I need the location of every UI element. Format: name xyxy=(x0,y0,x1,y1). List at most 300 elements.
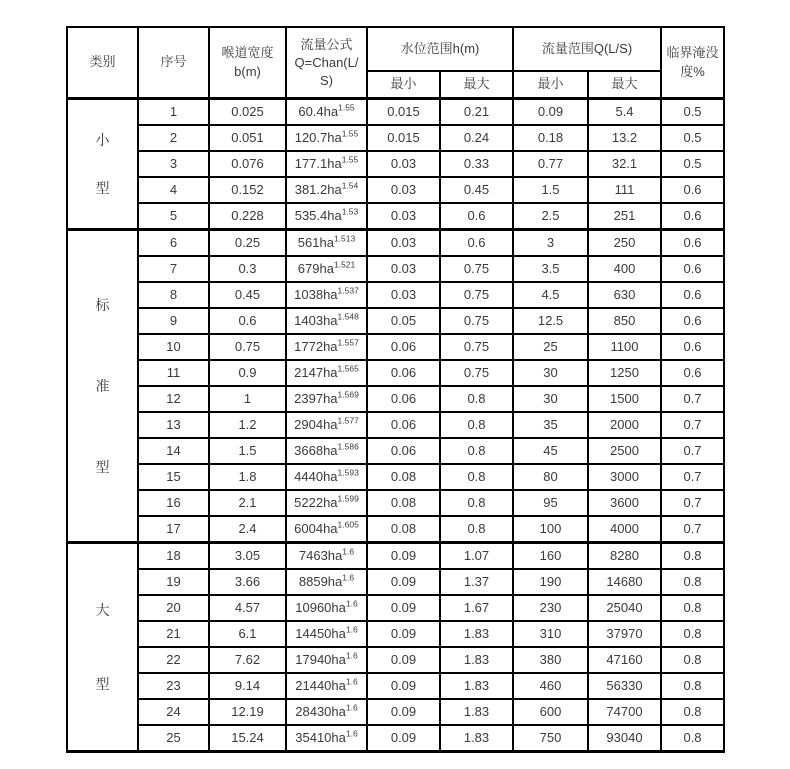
cell-flow-min: 310 xyxy=(513,621,588,647)
table-row xyxy=(67,438,724,464)
cell-submergence: 0.8 xyxy=(661,673,724,699)
cell-index: 22 xyxy=(138,647,209,673)
cell-throat-width: 3.66 xyxy=(209,569,286,595)
formula-exponent: 1.53 xyxy=(341,206,359,217)
cell-flow-max: 8280 xyxy=(588,543,661,570)
formula-exponent: 1.6 xyxy=(345,598,358,609)
table-row xyxy=(67,308,724,334)
header-critical-submergence-line2: 度% xyxy=(680,63,705,79)
formula-exponent: 1.54 xyxy=(341,180,359,191)
formula-exponent: 1.513 xyxy=(333,233,356,244)
category-label xyxy=(70,103,135,225)
cell-flow-formula xyxy=(286,621,367,647)
cell-throat-width: 0.75 xyxy=(209,334,286,360)
header-level-range: 水位范围h(m) xyxy=(367,27,513,71)
cell-index: 9 xyxy=(138,308,209,334)
cell-index: 4 xyxy=(138,177,209,203)
table-row xyxy=(67,282,724,308)
formula-base: 5222ha xyxy=(294,494,338,510)
header-throat-width-line2: b(m) xyxy=(234,63,261,79)
cell-level-min: 0.08 xyxy=(367,490,440,516)
cell-flow-min: 600 xyxy=(513,699,588,725)
category-char: 型 xyxy=(95,675,110,692)
formula-exponent: 1.569 xyxy=(337,389,359,400)
cell-flow-max: 32.1 xyxy=(588,151,661,177)
formula-base: 177.1ha xyxy=(294,155,342,171)
cell-throat-width: 15.24 xyxy=(209,725,286,752)
formula-base: 4440ha xyxy=(294,468,338,484)
header-critical-submergence-line1: 临界淹没 xyxy=(666,44,719,60)
cell-throat-width: 1 xyxy=(209,386,286,412)
formula-base: 679ha xyxy=(297,260,334,276)
table-row xyxy=(67,203,724,230)
cell-index: 17 xyxy=(138,516,209,543)
cell-submergence: 0.6 xyxy=(661,177,724,203)
cell-submergence: 0.6 xyxy=(661,308,724,334)
formula-base: 6004ha xyxy=(294,520,338,536)
cell-flow-formula xyxy=(286,543,367,570)
formula-exponent: 1.6 xyxy=(345,676,358,687)
table-row xyxy=(67,151,724,177)
cell-throat-width: 9.14 xyxy=(209,673,286,699)
cell-level-max: 1.83 xyxy=(440,621,513,647)
cell-level-min: 0.09 xyxy=(367,725,440,752)
cell-level-max: 1.83 xyxy=(440,647,513,673)
cell-flow-min: 3 xyxy=(513,230,588,257)
cell-submergence: 0.8 xyxy=(661,543,724,570)
cell-flow-min: 30 xyxy=(513,386,588,412)
formula-base: 381.2ha xyxy=(294,181,342,197)
cell-submergence: 0.6 xyxy=(661,230,724,257)
cell-level-max: 0.75 xyxy=(440,334,513,360)
category-char: 大 xyxy=(95,602,110,619)
formula-exponent: 1.55 xyxy=(338,102,355,113)
category-char: 型 xyxy=(95,179,110,196)
cell-throat-width: 0.025 xyxy=(209,99,286,126)
cell-flow-min: 2.5 xyxy=(513,203,588,230)
cell-flow-formula xyxy=(286,386,367,412)
cell-index: 10 xyxy=(138,334,209,360)
table-row xyxy=(67,569,724,595)
cell-flow-max: 5.4 xyxy=(588,99,661,126)
cell-level-max: 0.75 xyxy=(440,308,513,334)
category-char: 型 xyxy=(95,458,110,475)
cell-index: 21 xyxy=(138,621,209,647)
formula-base: 561ha xyxy=(297,234,334,250)
cell-flow-formula xyxy=(286,699,367,725)
category-cell xyxy=(67,543,138,752)
header-level-max: 最大 xyxy=(440,71,513,99)
category-char: 标 xyxy=(95,296,110,313)
cell-level-min: 0.05 xyxy=(367,308,440,334)
cell-level-max: 1.83 xyxy=(440,673,513,699)
cell-level-min: 0.03 xyxy=(367,151,440,177)
formula-exponent: 1.521 xyxy=(333,259,356,270)
cell-level-max: 0.33 xyxy=(440,151,513,177)
cell-flow-formula xyxy=(286,516,367,543)
cell-index: 1 xyxy=(138,99,209,126)
cell-flow-max: 13.2 xyxy=(588,125,661,151)
cell-index: 15 xyxy=(138,464,209,490)
cell-level-min: 0.03 xyxy=(367,230,440,257)
table-row xyxy=(67,177,724,203)
header-flow-min: 最小 xyxy=(513,71,588,99)
cell-index: 23 xyxy=(138,673,209,699)
formula-base: 7463ha xyxy=(298,547,343,563)
table-row xyxy=(67,725,724,752)
cell-level-min: 0.03 xyxy=(367,256,440,282)
table-row xyxy=(67,490,724,516)
cell-index: 20 xyxy=(138,595,209,621)
header-throat-width-line1: 喉道宽度 xyxy=(221,44,274,60)
cell-throat-width: 0.152 xyxy=(209,177,286,203)
cell-index: 3 xyxy=(138,151,209,177)
cell-flow-max: 56330 xyxy=(588,673,661,699)
cell-level-max: 0.24 xyxy=(440,125,513,151)
formula-exponent: 1.599 xyxy=(337,493,359,504)
header-flow-max: 最大 xyxy=(588,71,661,99)
cell-flow-max: 1250 xyxy=(588,360,661,386)
cell-flow-formula xyxy=(286,282,367,308)
formula-base: 17940ha xyxy=(295,651,346,667)
cell-flow-min: 80 xyxy=(513,464,588,490)
formula-exponent: 1.6 xyxy=(342,546,355,557)
cell-flow-min: 0.18 xyxy=(513,125,588,151)
cell-submergence: 0.6 xyxy=(661,282,724,308)
cell-submergence: 0.6 xyxy=(661,334,724,360)
cell-level-min: 0.08 xyxy=(367,516,440,543)
cell-flow-min: 750 xyxy=(513,725,588,752)
cell-flow-formula xyxy=(286,151,367,177)
cell-index: 5 xyxy=(138,203,209,230)
cell-index: 25 xyxy=(138,725,209,752)
table-row xyxy=(67,673,724,699)
cell-submergence: 0.6 xyxy=(661,203,724,230)
formula-exponent: 1.55 xyxy=(341,154,359,165)
cell-level-max: 0.8 xyxy=(440,438,513,464)
formula-base: 535.4ha xyxy=(294,207,342,223)
cell-flow-formula xyxy=(286,464,367,490)
table-row xyxy=(67,595,724,621)
formula-base: 2147ha xyxy=(294,364,338,380)
cell-flow-formula xyxy=(286,230,367,257)
table-row xyxy=(67,412,724,438)
cell-level-max: 0.8 xyxy=(440,464,513,490)
cell-index: 11 xyxy=(138,360,209,386)
cell-level-min: 0.03 xyxy=(367,282,440,308)
cell-throat-width: 0.3 xyxy=(209,256,286,282)
table-row xyxy=(67,334,724,360)
cell-flow-min: 380 xyxy=(513,647,588,673)
cell-level-min: 0.09 xyxy=(367,699,440,725)
cell-flow-max: 14680 xyxy=(588,569,661,595)
header-critical-submergence xyxy=(661,27,724,99)
cell-flow-max: 251 xyxy=(588,203,661,230)
cell-level-min: 0.09 xyxy=(367,673,440,699)
cell-throat-width: 1.5 xyxy=(209,438,286,464)
category-cell xyxy=(67,99,138,230)
cell-level-max: 1.37 xyxy=(440,569,513,595)
cell-throat-width: 2.1 xyxy=(209,490,286,516)
cell-level-max: 1.83 xyxy=(440,725,513,752)
cell-flow-max: 250 xyxy=(588,230,661,257)
cell-submergence: 0.7 xyxy=(661,438,724,464)
formula-base: 14450ha xyxy=(295,625,346,641)
formula-base: 60.4ha xyxy=(298,103,339,119)
formula-base: 21440ha xyxy=(295,677,346,693)
cell-flow-min: 45 xyxy=(513,438,588,464)
cell-flow-max: 1500 xyxy=(588,386,661,412)
formula-base: 8859ha xyxy=(298,573,343,589)
cell-flow-min: 460 xyxy=(513,673,588,699)
cell-level-max: 0.75 xyxy=(440,256,513,282)
formula-exponent: 1.6 xyxy=(345,624,358,635)
cell-throat-width: 7.62 xyxy=(209,647,286,673)
cell-throat-width: 1.2 xyxy=(209,412,286,438)
formula-exponent: 1.55 xyxy=(341,128,359,139)
cell-flow-max: 37970 xyxy=(588,621,661,647)
cell-flow-min: 35 xyxy=(513,412,588,438)
cell-submergence: 0.5 xyxy=(661,125,724,151)
cell-flow-formula xyxy=(286,334,367,360)
cell-flow-max: 111 xyxy=(588,177,661,203)
table-row xyxy=(67,647,724,673)
formula-base: 120.7ha xyxy=(294,129,342,145)
table-row xyxy=(67,464,724,490)
cell-throat-width: 0.9 xyxy=(209,360,286,386)
cell-throat-width: 12.19 xyxy=(209,699,286,725)
header-level-min: 最小 xyxy=(367,71,440,99)
cell-level-max: 0.8 xyxy=(440,490,513,516)
table-row xyxy=(67,256,724,282)
cell-level-max: 0.75 xyxy=(440,282,513,308)
cell-level-min: 0.09 xyxy=(367,647,440,673)
cell-flow-formula xyxy=(286,673,367,699)
cell-flow-min: 1.5 xyxy=(513,177,588,203)
formula-exponent: 1.565 xyxy=(337,363,359,374)
formula-base: 3668ha xyxy=(294,442,338,458)
cell-level-max: 1.67 xyxy=(440,595,513,621)
cell-level-max: 0.45 xyxy=(440,177,513,203)
header-throat-width xyxy=(209,27,286,99)
formula-exponent: 1.6 xyxy=(345,650,358,661)
flume-spec-table xyxy=(66,26,725,753)
cell-flow-formula xyxy=(286,177,367,203)
formula-base: 2397ha xyxy=(294,390,338,406)
cell-throat-width: 3.05 xyxy=(209,543,286,570)
cell-flow-max: 3000 xyxy=(588,464,661,490)
table-row xyxy=(67,516,724,543)
cell-submergence: 0.7 xyxy=(661,516,724,543)
cell-submergence: 0.5 xyxy=(661,99,724,126)
cell-throat-width: 2.4 xyxy=(209,516,286,543)
category-label xyxy=(70,547,135,747)
cell-flow-min: 230 xyxy=(513,595,588,621)
cell-throat-width: 0.051 xyxy=(209,125,286,151)
cell-throat-width: 0.228 xyxy=(209,203,286,230)
cell-flow-formula xyxy=(286,438,367,464)
cell-flow-max: 850 xyxy=(588,308,661,334)
formula-base: 1038ha xyxy=(294,286,338,302)
cell-level-min: 0.015 xyxy=(367,125,440,151)
formula-base: 35410ha xyxy=(295,729,346,745)
cell-throat-width: 6.1 xyxy=(209,621,286,647)
cell-flow-min: 160 xyxy=(513,543,588,570)
cell-level-max: 1.07 xyxy=(440,543,513,570)
cell-flow-max: 4000 xyxy=(588,516,661,543)
cell-flow-max: 400 xyxy=(588,256,661,282)
header-flow-range: 流量范围Q(L/S) xyxy=(513,27,661,71)
cell-level-min: 0.08 xyxy=(367,464,440,490)
formula-base: 1772ha xyxy=(294,338,338,354)
cell-flow-min: 25 xyxy=(513,334,588,360)
table-row xyxy=(67,699,724,725)
cell-flow-formula xyxy=(286,308,367,334)
cell-level-min: 0.09 xyxy=(367,621,440,647)
cell-throat-width: 4.57 xyxy=(209,595,286,621)
cell-flow-formula xyxy=(286,647,367,673)
formula-exponent: 1.548 xyxy=(337,311,359,322)
cell-index: 19 xyxy=(138,569,209,595)
cell-level-max: 0.8 xyxy=(440,516,513,543)
cell-level-min: 0.03 xyxy=(367,177,440,203)
cell-level-max: 0.75 xyxy=(440,360,513,386)
cell-index: 6 xyxy=(138,230,209,257)
cell-flow-max: 2000 xyxy=(588,412,661,438)
header-index: 序号 xyxy=(138,27,209,99)
cell-level-max: 1.83 xyxy=(440,699,513,725)
cell-flow-formula xyxy=(286,569,367,595)
category-label xyxy=(70,234,135,538)
cell-flow-max: 2500 xyxy=(588,438,661,464)
table-row xyxy=(67,99,724,126)
cell-index: 24 xyxy=(138,699,209,725)
cell-flow-min: 30 xyxy=(513,360,588,386)
cell-flow-min: 0.77 xyxy=(513,151,588,177)
cell-flow-formula xyxy=(286,125,367,151)
cell-throat-width: 0.45 xyxy=(209,282,286,308)
cell-level-min: 0.03 xyxy=(367,203,440,230)
cell-level-min: 0.015 xyxy=(367,99,440,126)
formula-exponent: 1.605 xyxy=(337,519,359,530)
cell-flow-max: 47160 xyxy=(588,647,661,673)
cell-flow-min: 3.5 xyxy=(513,256,588,282)
cell-submergence: 0.6 xyxy=(661,360,724,386)
cell-flow-min: 12.5 xyxy=(513,308,588,334)
cell-throat-width: 1.8 xyxy=(209,464,286,490)
cell-index: 12 xyxy=(138,386,209,412)
table-body xyxy=(67,99,724,752)
cell-level-min: 0.06 xyxy=(367,334,440,360)
cell-flow-formula xyxy=(286,256,367,282)
header-flow-formula xyxy=(286,27,367,99)
cell-level-max: 0.8 xyxy=(440,386,513,412)
cell-submergence: 0.7 xyxy=(661,386,724,412)
cell-flow-formula xyxy=(286,99,367,126)
cell-flow-formula xyxy=(286,412,367,438)
cell-level-max: 0.6 xyxy=(440,230,513,257)
formula-exponent: 1.6 xyxy=(342,572,355,583)
cell-index: 18 xyxy=(138,543,209,570)
cell-flow-max: 3600 xyxy=(588,490,661,516)
cell-level-min: 0.06 xyxy=(367,412,440,438)
table-row xyxy=(67,543,724,570)
cell-flow-min: 4.5 xyxy=(513,282,588,308)
cell-flow-min: 100 xyxy=(513,516,588,543)
cell-throat-width: 0.6 xyxy=(209,308,286,334)
formula-exponent: 1.6 xyxy=(345,702,358,713)
cell-index: 7 xyxy=(138,256,209,282)
cell-flow-min: 190 xyxy=(513,569,588,595)
cell-level-max: 0.6 xyxy=(440,203,513,230)
cell-submergence: 0.5 xyxy=(661,151,724,177)
cell-submergence: 0.8 xyxy=(661,725,724,752)
formula-exponent: 1.537 xyxy=(337,285,359,296)
header-category: 类别 xyxy=(67,27,138,99)
cell-index: 2 xyxy=(138,125,209,151)
table-header xyxy=(67,27,724,99)
cell-submergence: 0.8 xyxy=(661,595,724,621)
table-row xyxy=(67,621,724,647)
cell-level-max: 0.21 xyxy=(440,99,513,126)
table-row xyxy=(67,125,724,151)
cell-flow-formula xyxy=(286,725,367,752)
cell-index: 13 xyxy=(138,412,209,438)
cell-index: 8 xyxy=(138,282,209,308)
formula-exponent: 1.586 xyxy=(337,441,359,452)
cell-level-min: 0.09 xyxy=(367,595,440,621)
cell-flow-max: 630 xyxy=(588,282,661,308)
formula-base: 28430ha xyxy=(295,703,346,719)
table-row xyxy=(67,360,724,386)
category-char: 小 xyxy=(95,132,110,149)
cell-level-min: 0.06 xyxy=(367,438,440,464)
cell-throat-width: 0.25 xyxy=(209,230,286,257)
cell-submergence: 0.8 xyxy=(661,569,724,595)
cell-level-min: 0.06 xyxy=(367,386,440,412)
cell-flow-formula xyxy=(286,595,367,621)
cell-flow-formula xyxy=(286,360,367,386)
cell-flow-formula xyxy=(286,490,367,516)
cell-flow-max: 1100 xyxy=(588,334,661,360)
formula-exponent: 1.577 xyxy=(337,415,359,426)
cell-submergence: 0.7 xyxy=(661,490,724,516)
cell-throat-width: 0.076 xyxy=(209,151,286,177)
cell-submergence: 0.8 xyxy=(661,621,724,647)
cell-index: 14 xyxy=(138,438,209,464)
table-row xyxy=(67,230,724,257)
cell-flow-formula xyxy=(286,203,367,230)
formula-exponent: 1.593 xyxy=(337,467,359,478)
cell-submergence: 0.8 xyxy=(661,699,724,725)
cell-flow-min: 0.09 xyxy=(513,99,588,126)
header-flow-formula-line1: 流量公式 xyxy=(300,36,353,52)
category-char: 准 xyxy=(95,377,110,394)
cell-submergence: 0.6 xyxy=(661,256,724,282)
formula-base: 10960ha xyxy=(295,599,346,615)
category-cell xyxy=(67,230,138,543)
cell-flow-min: 95 xyxy=(513,490,588,516)
table-row xyxy=(67,386,724,412)
cell-flow-max: 74700 xyxy=(588,699,661,725)
cell-level-min: 0.09 xyxy=(367,569,440,595)
cell-level-min: 0.09 xyxy=(367,543,440,570)
cell-flow-max: 93040 xyxy=(588,725,661,752)
cell-flow-max: 25040 xyxy=(588,595,661,621)
formula-base: 1403ha xyxy=(294,312,338,328)
header-flow-formula-line2: Q=Chan(L/S) xyxy=(294,55,359,88)
formula-base: 2904ha xyxy=(294,416,338,432)
